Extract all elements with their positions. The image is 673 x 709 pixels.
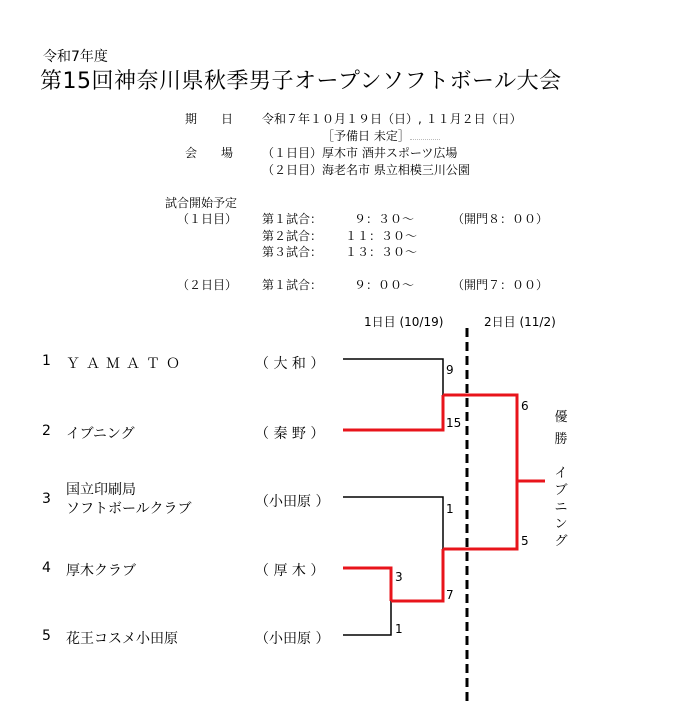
venue-label: 会 場 — [185, 146, 234, 160]
page-title: 第15回神奈川県秋季男子オープンソフトボール大会 — [40, 69, 562, 94]
team-3-city: （小田原 ） — [255, 494, 330, 510]
team-5-number: 5 — [42, 628, 51, 644]
match1-team2-line — [343, 395, 443, 430]
start-label: 試合開始予定 — [165, 196, 238, 210]
day1-game3-time: １３：３０～ — [345, 245, 418, 259]
team-2-number: 2 — [42, 423, 51, 439]
match1-team1-line — [343, 359, 443, 395]
team-5-city: （小田原 ） — [255, 631, 330, 647]
period-label: 期 日 — [185, 112, 234, 126]
team-4-city: （ 厚 木 ） — [255, 563, 325, 579]
match3-team3-line — [343, 497, 443, 549]
day2-game1-time: ９：００～ — [354, 278, 415, 292]
team-3-name-line1: 国立印刷局 — [66, 482, 136, 498]
day2-label: （２日目） — [177, 278, 238, 292]
score-final-bottom: 5 — [521, 534, 529, 548]
day1-label: （１日目） — [177, 212, 238, 226]
score-match3-bottom: 7 — [446, 588, 454, 602]
score-match1-top: 9 — [446, 363, 454, 377]
day1-game3: 第３試合： — [262, 245, 323, 259]
champion-label: 優勝 — [554, 410, 568, 447]
score-final-top: 6 — [521, 399, 529, 413]
final-top-line — [443, 395, 517, 481]
period-value: 令和７年１０月１９日（日）, １１月２日（日） — [262, 112, 522, 126]
team-4-number: 4 — [42, 560, 51, 576]
score-match2-bottom: 1 — [395, 622, 403, 636]
team-1-number: 1 — [42, 353, 51, 369]
venue-day1: （１日目）厚木市 酒井スポーツ広場 — [262, 146, 458, 160]
day1-header: 1日目 (10/19) — [364, 315, 444, 329]
score-match1-bottom: 15 — [446, 416, 462, 430]
reserve-day: ［予備日 未定］ — [322, 127, 440, 144]
score-match3-top: 1 — [446, 502, 454, 516]
day2-game1: 第１試合： — [262, 278, 323, 292]
match2-team4-line — [343, 568, 391, 601]
team-2-city: （ 秦 野 ） — [255, 426, 325, 442]
day1-gate: （開門８：００） — [452, 212, 549, 226]
champion-name: イブニング — [554, 466, 568, 549]
team-1-name: ＹＡＭＡＴＯ — [66, 356, 186, 372]
team-2-name: イブニング — [66, 426, 135, 442]
team-1-city: （ 大 和 ） — [255, 356, 325, 372]
era-label: 令和7年度 — [43, 49, 108, 65]
venue-day2: （２日目）海老名市 県立相模三川公園 — [262, 163, 470, 177]
team-5-name: 花王コスメ小田原 — [66, 631, 178, 647]
day1-game2-time: １１：３０～ — [345, 229, 418, 243]
day1-game2: 第２試合： — [262, 229, 323, 243]
match2-team5-line — [343, 601, 391, 635]
score-match2-top: 3 — [395, 570, 403, 584]
team-3-number: 3 — [42, 491, 51, 507]
day1-game1: 第１試合： — [262, 212, 323, 226]
team-3-name-line2: ソフトボールクラブ — [66, 501, 192, 517]
day2-gate: （開門７：００） — [452, 278, 549, 292]
day2-header: 2日目 (11/2) — [484, 315, 556, 329]
team-4-name: 厚木クラブ — [66, 563, 136, 579]
final-bottom-line — [443, 481, 517, 549]
day1-game1-time: ９：３０～ — [354, 212, 415, 226]
